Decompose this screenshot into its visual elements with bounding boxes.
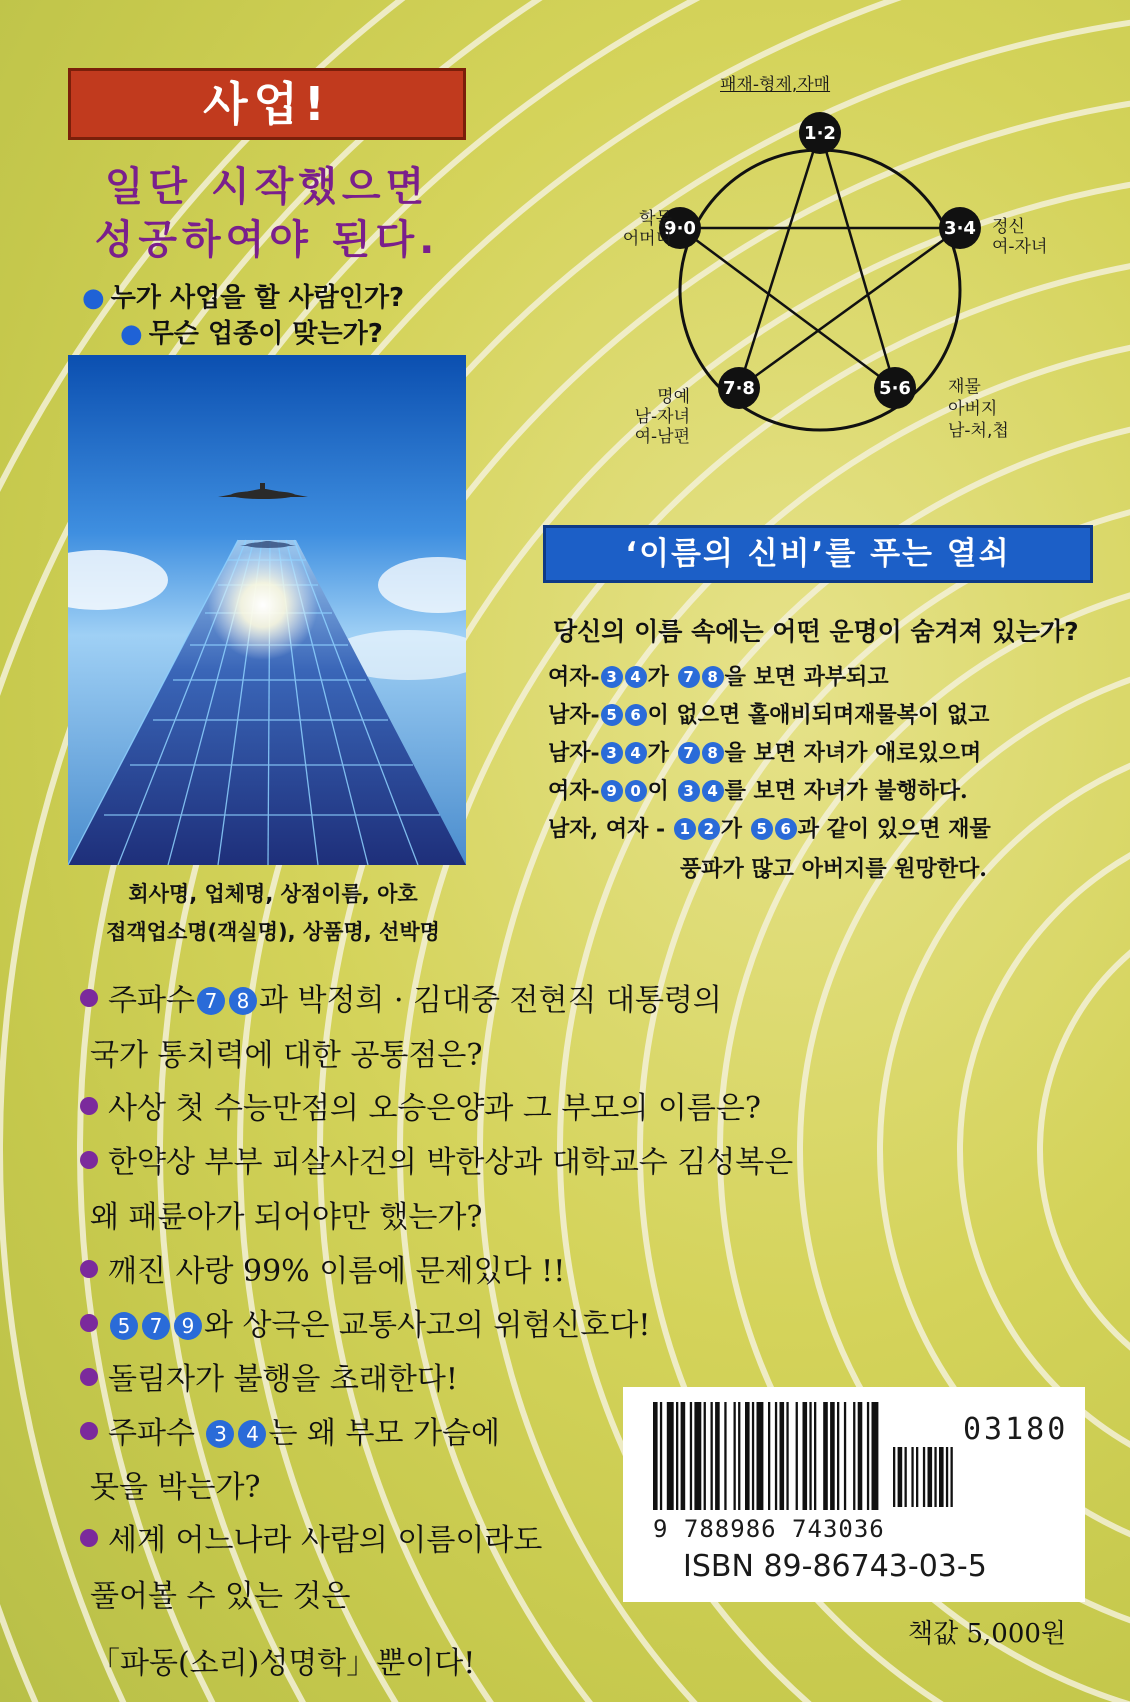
- bullet-icon: [80, 1422, 98, 1440]
- svg-text:3·4: 3·4: [944, 218, 976, 239]
- node-bottom-right: [874, 367, 916, 409]
- svg-text:7·8: 7·8: [723, 378, 755, 399]
- barcode-bar: [905, 1447, 907, 1507]
- caption-line-1: 회사명, 업체명, 상점이름, 아호: [128, 882, 418, 906]
- barcode-bar: [775, 1402, 777, 1510]
- node-bottom-left: [718, 367, 760, 409]
- bullet-icon: [80, 1151, 98, 1169]
- node-right-label-1: 정신: [992, 217, 1025, 237]
- barcode-bar: [803, 1402, 808, 1510]
- barcode-bar: [872, 1402, 879, 1510]
- number-badge: 8: [702, 742, 724, 764]
- barcode-bar: [676, 1402, 678, 1510]
- node-right: [939, 207, 981, 249]
- number-badge: 7: [678, 742, 700, 764]
- barcode-bar: [734, 1402, 736, 1510]
- caption-line-2: 접객업소명(객실명), 상품명, 선박명: [106, 920, 440, 944]
- list-item-continuation: 국가 통치력에 대한 공통점은?: [90, 1038, 483, 1073]
- key-line: 남자- 5 6 이 없으면 홀애비되며재물복이 없고: [548, 702, 990, 728]
- number-badge: 6: [625, 704, 647, 726]
- node-bottom-left-label-3: 여-남편: [634, 427, 690, 447]
- barcode-bar: [786, 1402, 788, 1510]
- barcode-bar: [946, 1447, 948, 1507]
- barcode-bar: [893, 1447, 895, 1507]
- number-badge: 9: [601, 780, 623, 802]
- list-item: 돌림자가 불행을 초래한다!: [80, 1354, 458, 1398]
- list-item: 한약상 부부 피살사건의 박한상과 대학교수 김성복은: [80, 1137, 793, 1181]
- bullet-icon: [80, 989, 98, 1007]
- skyscraper-photo: [68, 355, 466, 865]
- bullet-icon: [80, 1368, 98, 1386]
- list-item: 주파수 3 4 는 왜 부모 가슴에: [80, 1408, 500, 1452]
- barcode-addon-digits: 03180: [963, 1412, 1069, 1447]
- barcode-bar: [681, 1402, 686, 1510]
- number-badge: 7: [678, 666, 700, 688]
- svg-text:9·0: 9·0: [664, 218, 696, 239]
- node-left-label-2: 어머니: [622, 229, 672, 249]
- question-1: ● 누가 사업을 할 사람인가?: [82, 283, 405, 313]
- barcode-bar: [715, 1402, 720, 1510]
- number-badge: 3: [601, 666, 623, 688]
- node-left-label-1: 학문: [639, 209, 672, 229]
- barcode-bar: [830, 1402, 835, 1510]
- barcode-bar: [780, 1402, 785, 1510]
- barcode-bar: [911, 1447, 913, 1507]
- bullet-icon: [80, 1097, 98, 1115]
- key-line-last: 풍파가 많고 아버지를 원망한다.: [680, 856, 987, 882]
- barcode-bar: [867, 1402, 869, 1510]
- barcode-bar: [667, 1402, 674, 1510]
- key-line: 남자- 3 4 가 7 8 을 보면 자녀가 애로있으며: [548, 740, 982, 766]
- svg-text:5·6: 5·6: [879, 378, 911, 399]
- price: 책값 5,000원: [908, 1619, 1067, 1649]
- key-line: 남자, 여자 - 1 2 가 5 6 과 같이 있으면 재물: [548, 816, 991, 842]
- number-badge: 3: [601, 742, 623, 764]
- barcode-bar: [752, 1402, 754, 1510]
- barcode-bar: [757, 1402, 764, 1510]
- barcode-ean-digits: 9 788986 743036: [653, 1515, 885, 1543]
- barcode-bar: [898, 1447, 903, 1507]
- list-item: 5 7 9 와 상극은 교통사고의 위험신호다!: [80, 1300, 650, 1344]
- number-badge: 8: [229, 987, 257, 1015]
- barcode-bar: [809, 1402, 811, 1510]
- barcode-bar: [928, 1447, 933, 1507]
- barcode-bar: [694, 1402, 701, 1510]
- barcode-bar: [837, 1402, 839, 1510]
- barcode-bar: [660, 1402, 662, 1510]
- barcode-bar: [923, 1447, 925, 1507]
- barcode-bar: [823, 1402, 828, 1510]
- node-top-label: 패재-형제,자매: [720, 75, 831, 95]
- number-badge: 1: [674, 818, 696, 840]
- node-top: [799, 112, 841, 154]
- barcode-bar: [951, 1447, 953, 1507]
- node-bottom-right-label-2: 아버지: [948, 399, 998, 419]
- list-item-continuation: 못을 박는가?: [90, 1470, 261, 1505]
- barcode-bar: [704, 1402, 706, 1510]
- number-badge: 8: [702, 666, 724, 688]
- key-lines: [548, 660, 991, 850]
- headline-line-1: 일단 시작했으면: [104, 164, 430, 210]
- node-bottom-left-label-1: 명예: [657, 387, 690, 407]
- number-badge: 5: [751, 818, 773, 840]
- list-item-continuation: 풀어볼 수 있는 것은: [90, 1579, 351, 1614]
- number-badge: 5: [110, 1312, 138, 1340]
- barcode-bar: [711, 1402, 713, 1510]
- list-item: 세계 어느나라 사람의 이름이라도: [80, 1515, 542, 1559]
- number-badge: 2: [698, 818, 720, 840]
- key-question: 당신의 이름 속에는 어떤 운명이 숨겨져 있는가?: [553, 617, 1079, 646]
- barcode-bar: [934, 1447, 936, 1507]
- isbn-text: ISBN 89-86743-03-5: [683, 1549, 987, 1584]
- node-bottom-right-label-3: 남-처,첩: [948, 421, 1009, 441]
- barcode-bar: [796, 1402, 798, 1510]
- item-final-line: 「파동(소리)성명학」뿐이다!: [90, 1646, 476, 1681]
- bullet-icon: [80, 1314, 98, 1332]
- bullet-icon: ●: [120, 319, 143, 349]
- bullet-icon: [80, 1260, 98, 1278]
- question-2: ● 무슨 업종이 맞는가?: [120, 319, 383, 349]
- barcode-bar: [653, 1402, 658, 1510]
- number-badge: 4: [238, 1420, 266, 1448]
- barcode-bar: [916, 1447, 918, 1507]
- barcode-bar: [844, 1402, 846, 1510]
- number-badge: 0: [625, 780, 647, 802]
- number-badge: 7: [197, 987, 225, 1015]
- node-bottom-right-label-1: 재물: [948, 377, 981, 397]
- list-item: 사상 첫 수능만점의 오승은양과 그 부모의 이름은?: [80, 1083, 761, 1127]
- bullet-icon: ●: [82, 283, 105, 313]
- number-badge: 3: [206, 1420, 234, 1448]
- barcode-label: [623, 1387, 1085, 1602]
- headline-line-2: 성공하여야 된다.: [94, 217, 440, 263]
- number-badge: 4: [702, 780, 724, 802]
- bullet-icon: [80, 1529, 98, 1547]
- list-item: 깨진 사랑 99% 이름에 문제있다 !!: [80, 1246, 565, 1290]
- barcode-bar: [814, 1402, 816, 1510]
- key-title-banner: ‘이름의 신비’를 푸는 열쇠: [543, 525, 1093, 583]
- node-bottom-left-label-2: 남-자녀: [634, 407, 690, 427]
- list-item-continuation: 왜 패륜아가 되어야만 했는가?: [90, 1200, 483, 1235]
- number-badge: 9: [174, 1312, 202, 1340]
- barcode-bar: [768, 1402, 770, 1510]
- barcode-bar: [939, 1447, 944, 1507]
- number-badge: 6: [775, 818, 797, 840]
- barcode-bar: [724, 1402, 726, 1510]
- node-right-label-2: 여-자녀: [992, 237, 1048, 257]
- svg-text:1·2: 1·2: [804, 123, 836, 144]
- barcode-bar: [690, 1402, 692, 1510]
- key-line: 여자- 3 4 가 7 8 을 보면 과부되고: [548, 664, 889, 690]
- title-banner: 사업!: [68, 68, 466, 140]
- number-badge: 7: [142, 1312, 170, 1340]
- number-badge: 5: [601, 704, 623, 726]
- list-item: 주파수 7 8 과 박정희 · 김대중 전현직 대통령의: [80, 975, 722, 1019]
- barcode-bar: [858, 1402, 863, 1510]
- key-line: 여자- 9 0 이 3 4 를 보면 자녀가 불행하다.: [548, 778, 968, 804]
- number-badge: 4: [625, 666, 647, 688]
- barcode-bar: [853, 1402, 855, 1510]
- pentagram-diagram: [640, 100, 1110, 480]
- number-badge: 4: [625, 742, 647, 764]
- barcode-bar: [745, 1402, 750, 1510]
- number-badge: 3: [678, 780, 700, 802]
- barcode-bar: [738, 1402, 740, 1510]
